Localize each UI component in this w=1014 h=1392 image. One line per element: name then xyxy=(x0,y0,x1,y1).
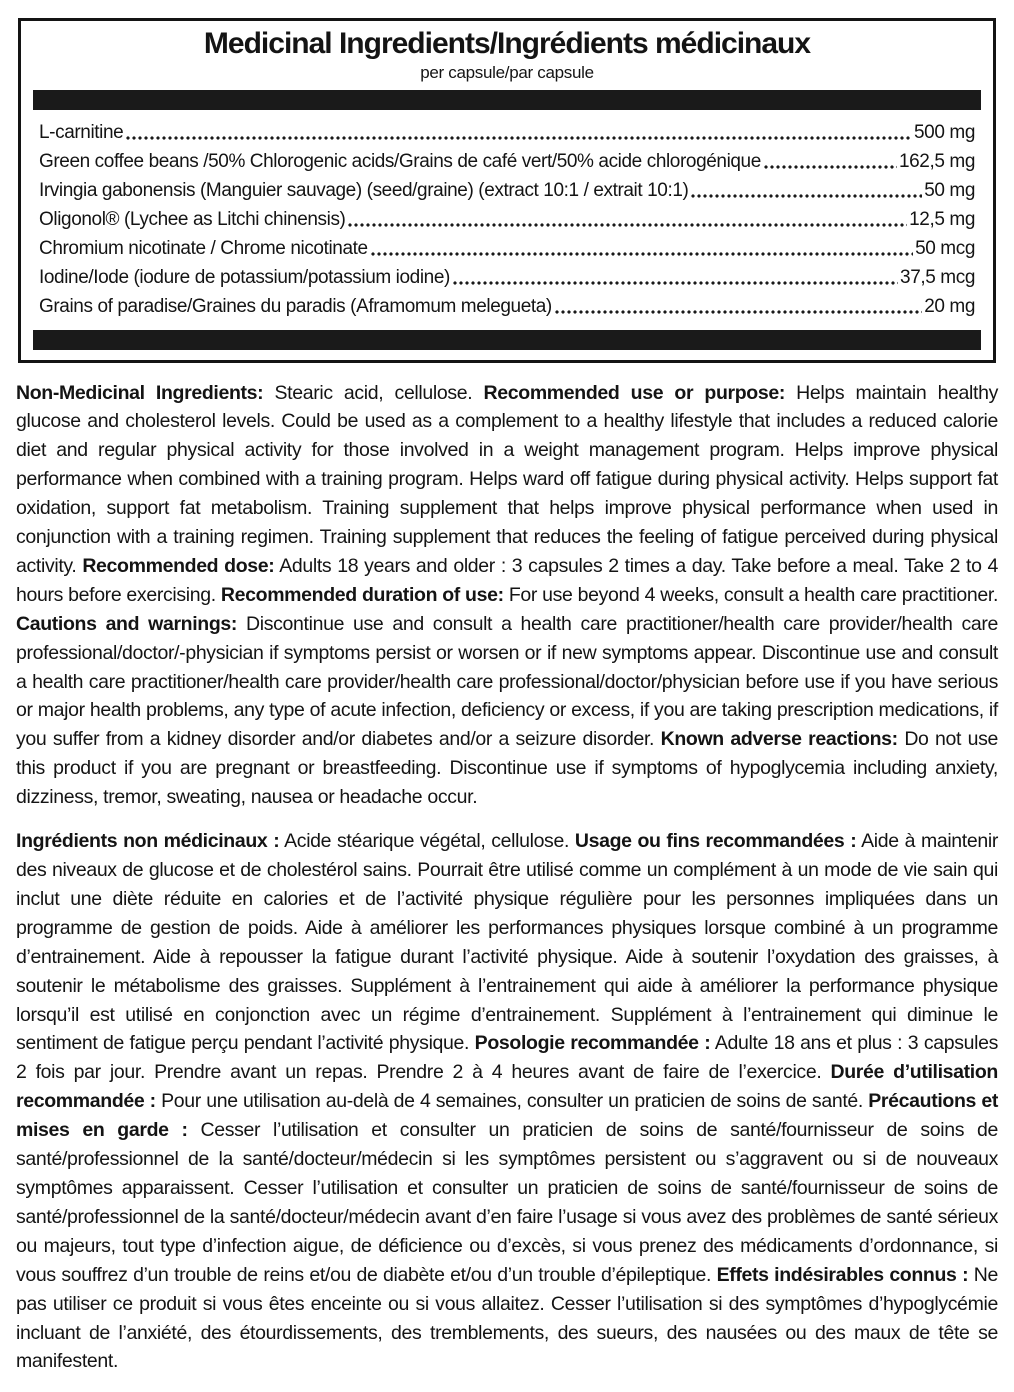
bold-label-run: Cautions and warnings: xyxy=(16,612,238,635)
dot-leader xyxy=(690,176,922,205)
ingredient-name: Irvingia gabonensis (Manguier sauvage) (seed/graine) (extract 10:1 / extrait 10:1) xyxy=(39,179,689,201)
bold-label-run: Usage ou fins recommandées : xyxy=(574,830,857,853)
ingredient-name: Green coffee beans /50% Chlorogenic acids/Grains de café vert/50% acide chlorogénique xyxy=(39,150,761,172)
ingredient-amount: 500 mg xyxy=(914,121,975,143)
table-row xyxy=(39,234,975,263)
table-row xyxy=(39,292,975,321)
table-row xyxy=(39,118,975,147)
medicinal-ingredients-panel xyxy=(18,18,996,363)
text-run: Helps maintain healthy glucose and cholesterol levels. Could be used as a complement to a healthy lifestyle that includes a reduced calorie diet and regular physical activity for those involved in a weight management program. Helps improve physical performance when combined with a training program. Helps ward off fatigue during physical activity. Helps support fat oxidation, support fat metabolism. Training supplement that helps improve physical performance when used in conjunction with a training regimen. Training supplement that reduces the feeling of fatigue perceived during physical activity. xyxy=(16,381,999,577)
bold-label-run: Posologie recommandée : xyxy=(474,1032,711,1055)
text-run: Ne pas utiliser ce produit si vous êtes enceinte ou si vous allaitez. Cesser l’utilisation si des symptômes d’hypoglycémie incluant de l’anxiété, des étourdissements, des tremblements, des sueurs, des nausées ou des maux de tête se manifestent. xyxy=(16,1263,998,1373)
table-row xyxy=(39,147,975,176)
text-run: Adults 18 years and older : 3 capsules 2 times a day. Take before a meal. Take 2 to 4 hours before exercising. xyxy=(16,554,998,606)
english-directions-paragraph xyxy=(16,379,998,813)
ingredient-amount: 50 mcg xyxy=(915,237,975,259)
bold-label-run: Effets indésirables connus : xyxy=(716,1263,969,1286)
ingredient-amount: 50 mg xyxy=(924,179,975,201)
ingredient-amount: 162,5 mg xyxy=(898,150,975,172)
dot-leader xyxy=(347,205,907,234)
divider-bar-top xyxy=(33,90,981,110)
ingredient-list xyxy=(33,118,981,321)
text-run: Acide stéarique végétal, cellulose. xyxy=(279,830,575,853)
ingredient-name: Grains of paradise/Graines du paradis (Aframomum melegueta) xyxy=(39,295,552,317)
ingredient-name: Chromium nicotinate / Chrome nicotinate xyxy=(39,237,368,259)
dot-leader xyxy=(554,292,922,321)
ingredient-amount: 12,5 mg xyxy=(909,208,975,230)
text-run: Pour une utilisation au-delà de 4 semaines, consulter un praticien de soins de santé. xyxy=(155,1090,869,1113)
text-run: Stearic acid, cellulose. xyxy=(263,381,484,404)
panel-subtitle: per capsule/par capsule xyxy=(420,62,594,82)
ingredient-name: L-carnitine xyxy=(39,121,124,143)
bold-label-run: Recommended duration of use: xyxy=(220,583,504,606)
bold-label-run: Durée d’utilisation recommandée : xyxy=(16,1061,998,1113)
table-row xyxy=(39,263,975,292)
ingredient-amount: 20 mg xyxy=(924,295,975,317)
ingredient-name: Iodine/Iode (iodure de potassium/potassium iodine) xyxy=(39,266,450,288)
text-run: Adulte 18 ans et plus : 3 capsules 2 fois par jour. Prendre avant un repas. Prendre 2 à 4 heures avant de faire de l’exercice. xyxy=(16,1032,998,1084)
bold-label-run: Recommended use or purpose: xyxy=(483,381,785,404)
dot-leader xyxy=(125,118,912,147)
text-run: Do not use this product if you are pregnant or breastfeeding. Discontinue use if symptoms of hypoglycemia including anxiety, dizziness, tremor, sweating, nausea or headache occur. xyxy=(16,728,998,809)
bold-label-run: Ingrédients non médicinaux : xyxy=(16,830,280,853)
dot-leader xyxy=(763,147,897,176)
text-run: Aide à maintenir des niveaux de glucose et de cholestérol sains. Pourrait être utilisé comme un complément à un mode de vie sain qui inclut une diète réduite en calories et de l’activité physique régulière pour les personnes impliquées dans un programme de gestion de poids. Aide à améliorer les performances physiques lorsque combiné à un programme d’entrainement. Aide à repousser la fatigue durant l’activité physique. Aide à soutenir l’oxydation des graisses, à soutenir le métabolisme des graisses. Supplément à l’entrainement qui aide à améliorer la performance physique lorsqu’il est utilisé en conjonction avec un régime d’entrainement. Supplément à l’entrainement qui diminue le sentiment de fatigue perçu pendant l’activité physique. xyxy=(16,830,998,1055)
text-run: Cesser l’utilisation et consulter un praticien de soins de santé/fournisseur de soins de santé/professionnel de la santé/docteur/médecin si les symptômes persistent ou s’aggravent ou si de nouveaux symptômes apparaissent. Cesser l’utilisation et consulter un praticien de soins de santé/fournisseur de soins de santé/professionnel de la santé/docteur/médecin avant d’en faire l’usage si vous avez des problèmes de santé sérieux ou majeurs, tout type d’infection aigue, de déficience ou d’excès, si vous prenez des médicaments d’ordonnance, si vous souffrez d’un trouble de reins et/ou de diabète et/ou d’un trouble d’épileptique. xyxy=(16,1119,998,1286)
ingredient-amount: 37,5 mcg xyxy=(900,266,975,288)
french-directions-paragraph xyxy=(16,827,998,1376)
dot-leader xyxy=(452,263,898,292)
ingredient-name: Oligonol® (Lychee as Litchi chinensis) xyxy=(39,208,346,230)
text-run: Discontinue use and consult a health care practitioner/health care provider/health care professional/doctor/-physician if symptoms persist or worsen or if new symptoms appear. Discontinue use and consult a health care practitioner/health care provider/health care professional/doctor/physician before use if you have serious or major health problems, any type of acute infection, deficiency or excess, if you are taking prescription medications, if you suffer from a kidney disorder and/or diabetes and/or a seizure disorder. xyxy=(16,612,998,751)
panel-title: Medicinal Ingredients/Ingrédients médicinaux xyxy=(203,27,811,60)
table-row xyxy=(39,176,975,205)
text-run: For use beyond 4 weeks, consult a health care practitioner. xyxy=(503,583,999,606)
bold-label-run: Précautions et mises en garde : xyxy=(16,1090,998,1142)
divider-bar-bottom xyxy=(33,330,981,350)
bold-label-run: Non-Medicinal Ingredients: xyxy=(16,381,264,404)
dot-leader xyxy=(370,234,913,263)
bold-label-run: Known adverse reactions: xyxy=(660,728,898,751)
table-row xyxy=(39,205,975,234)
bold-label-run: Recommended dose: xyxy=(82,554,275,577)
